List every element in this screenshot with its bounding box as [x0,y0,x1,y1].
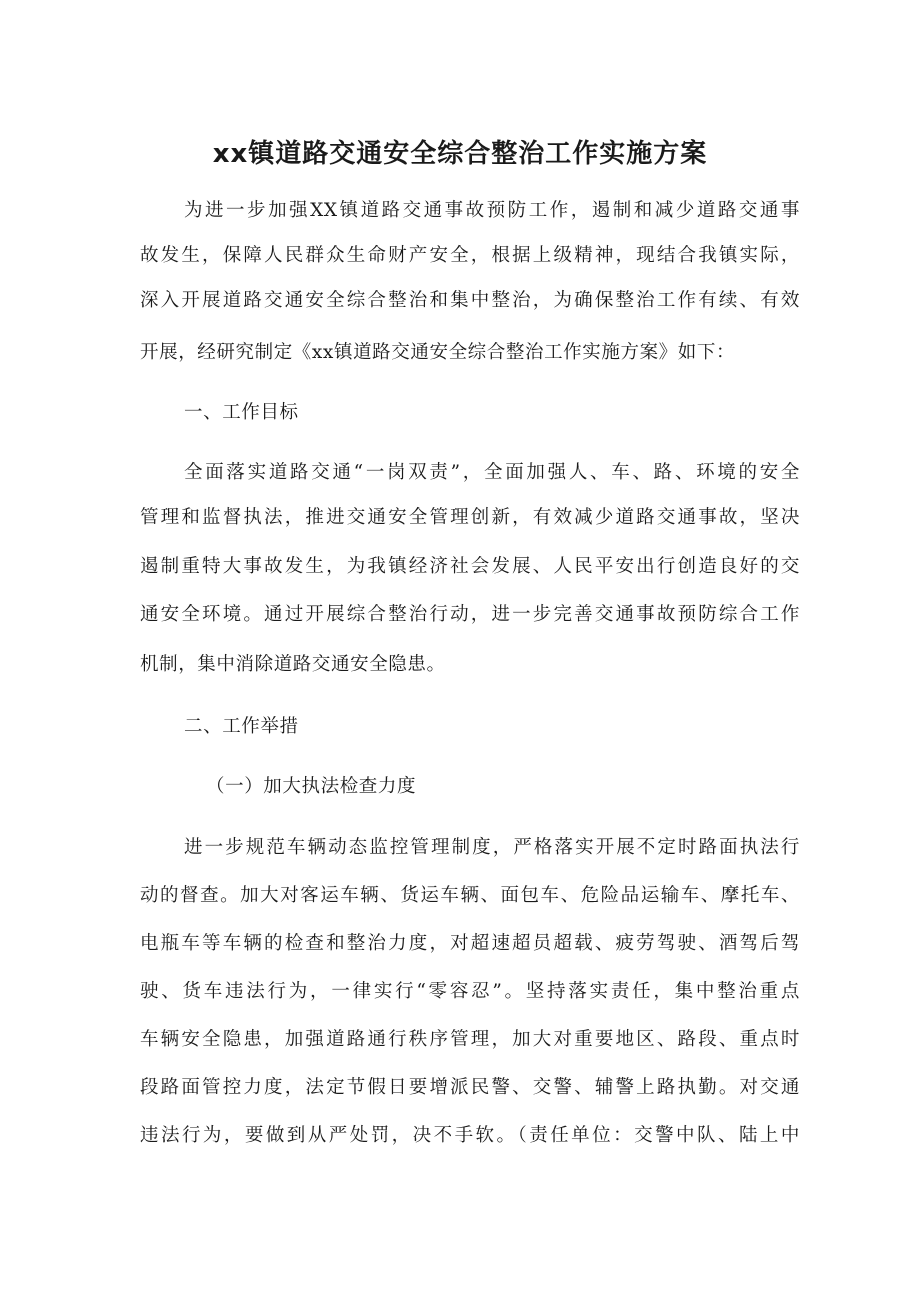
section-heading-goals: 一、工作目标 [184,402,299,423]
enforcement-line: 车辆安全隐患，加强道路通行秩序管理，加大对重要地区、路段、重点时 [140,1029,800,1050]
intro-line: 开展，经研究制定《xx镇道路交通安全综合整治工作实施方案》如下： [140,342,736,363]
enforcement-line: 驶、货车违法行为，一律实行“零容忍”。坚持落实责任，集中整治重点 [140,981,800,1002]
goals-line: 全面落实道路交通“一岗双责”，全面加强人、车、路、环境的安全 [184,462,800,483]
intro-line: 深入开展道路交通安全综合整治和集中整治，为确保整治工作有续、有效 [140,290,800,311]
document-title: xx镇道路交通安全综合整治工作实施方案 [212,139,708,169]
goals-line: 管理和监督执法，推进交通安全管理创新，有效减少道路交通事故，坚决 [140,507,800,528]
goals-line: 通安全环境。通过开展综合整治行动，进一步完善交通事故预防综合工作 [140,604,800,625]
section-heading-measures: 二、工作举措 [184,716,299,737]
enforcement-line: 段路面管控力度，法定节假日要增派民警、交警、辅警上路执勤。对交通 [140,1077,800,1098]
intro-line: 为进一步加强XX镇道路交通事故预防工作，遏制和减少道路交通事 [184,200,800,221]
intro-line: 故发生，保障人民群众生命财产安全，根据上级精神，现结合我镇实际， [140,245,800,266]
goals-line: 机制，集中消除道路交通安全隐患。 [140,654,446,675]
subsection-heading-enforcement: （一）加大执法检查力度 [206,776,417,797]
goals-line: 遏制重特大事故发生，为我镇经济社会发展、人民平安出行创造良好的交 [140,556,800,577]
enforcement-line: 进一步规范车辆动态监控管理制度，严格落实开展不定时路面执法行 [184,837,800,858]
enforcement-line: 违法行为，要做到从严处罚，决不手软。（责任单位：交警中队、陆上中 [140,1125,800,1146]
enforcement-line: 动的督查。加大对客运车辆、货运车辆、面包车、危险品运输车、摩托车、 [140,885,800,906]
enforcement-line: 电瓶车等车辆的检查和整治力度，对超速超员超载、疲劳驾驶、酒驾后驾 [140,933,800,954]
